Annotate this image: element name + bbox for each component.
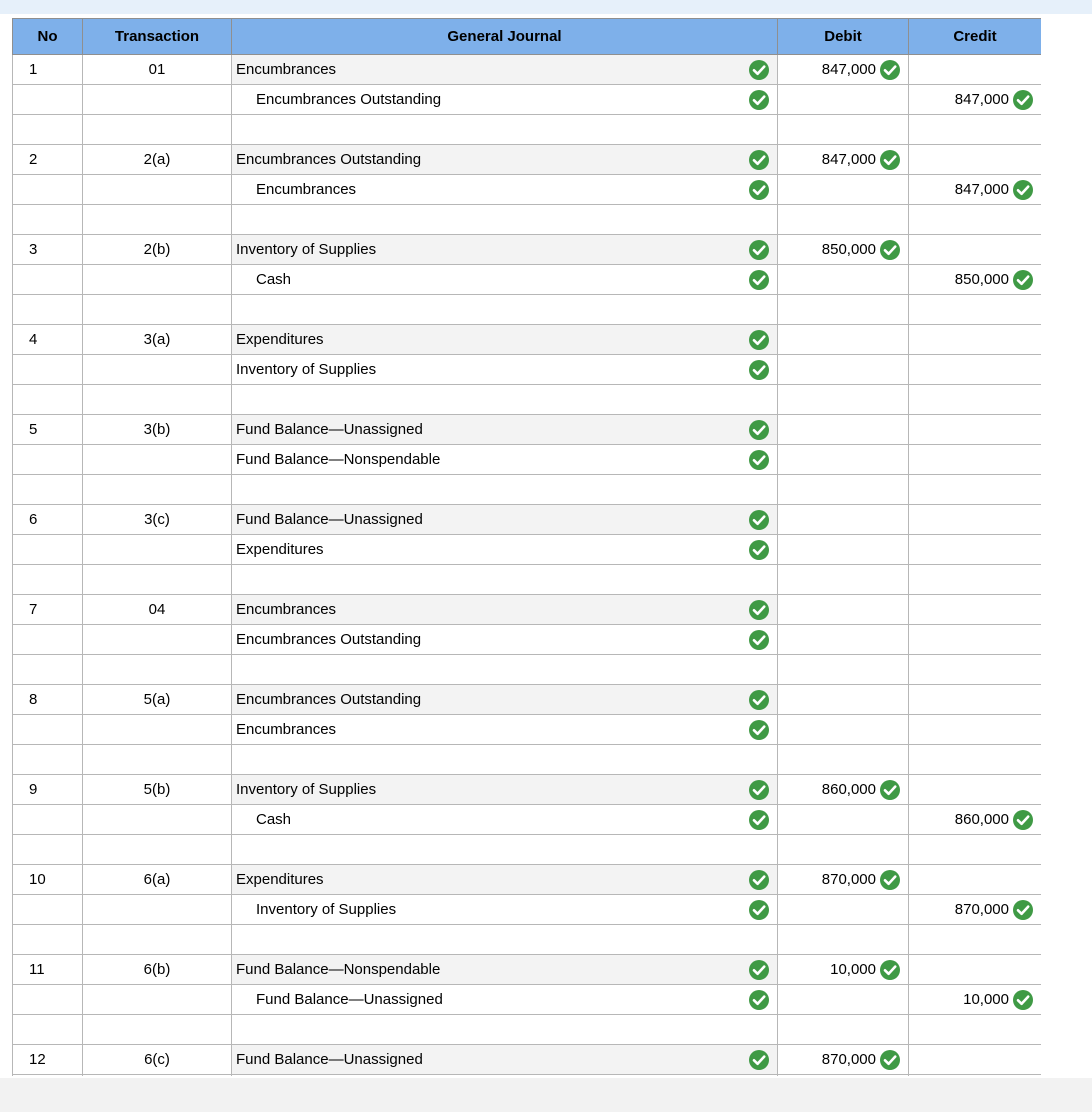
table-header-row <box>13 19 1042 55</box>
account-name: Encumbrances <box>236 61 337 78</box>
account-name: Fund Balance—Unassigned <box>236 1051 423 1068</box>
debit-input[interactable] <box>778 265 909 295</box>
entry-number: 9 <box>13 775 83 805</box>
transaction-ref <box>83 355 232 385</box>
entry-number <box>13 625 83 655</box>
entry-number: 1 <box>13 55 83 85</box>
debit-input[interactable] <box>778 445 909 475</box>
account-select[interactable] <box>232 175 778 205</box>
header-no: No <box>13 19 83 55</box>
account-name: Fund Balance—Unassigned <box>236 421 423 438</box>
blank-no <box>13 925 83 955</box>
check-circle-icon <box>879 959 901 981</box>
entry-number <box>13 355 83 385</box>
account-select[interactable] <box>232 55 778 85</box>
transaction-ref: 5(a) <box>83 685 232 715</box>
account-select[interactable] <box>232 715 778 745</box>
blank-row <box>13 925 1042 955</box>
transaction-ref: 6(b) <box>83 955 232 985</box>
credit-input[interactable] <box>909 175 1042 205</box>
header-transaction: Transaction <box>83 19 232 55</box>
entry-number: 7 <box>13 595 83 625</box>
transaction-ref: 3(c) <box>83 505 232 535</box>
entry-number: 6 <box>13 505 83 535</box>
check-circle-icon <box>879 1049 901 1071</box>
check-circle-icon <box>879 239 901 261</box>
blank-no <box>13 745 83 775</box>
entry-number <box>13 85 83 115</box>
account-name: Encumbrances Outstanding <box>256 91 442 108</box>
transaction-ref: 3(a) <box>83 325 232 355</box>
entry-number <box>13 1075 83 1077</box>
debit-input-value: 847,000 <box>821 61 876 78</box>
credit-input[interactable] <box>909 355 1042 385</box>
credit-input-value: 847,000 <box>954 91 1009 108</box>
transaction-ref <box>83 445 232 475</box>
transaction-ref <box>83 715 232 745</box>
transaction-ref <box>83 985 232 1015</box>
debit-input[interactable] <box>778 595 909 625</box>
entry-number: 3 <box>13 235 83 265</box>
account-name: Inventory of Supplies <box>236 241 377 258</box>
journal-line-row <box>13 1075 1042 1077</box>
credit-input-value: 847,000 <box>954 181 1009 198</box>
account-name: Cash <box>256 271 292 288</box>
account-select[interactable] <box>232 805 778 835</box>
blank-debit[interactable] <box>778 655 909 685</box>
transaction-ref <box>83 895 232 925</box>
account-select[interactable] <box>232 595 778 625</box>
journal-line-row <box>13 955 1042 985</box>
journal-line-row <box>13 415 1042 445</box>
debit-input-value: 847,000 <box>821 151 876 168</box>
blank-debit[interactable] <box>778 385 909 415</box>
blank-no <box>13 565 83 595</box>
blank-transaction <box>83 115 232 145</box>
debit-input[interactable] <box>778 1045 909 1075</box>
credit-input[interactable] <box>909 235 1042 265</box>
transaction-ref: 6(a) <box>83 865 232 895</box>
blank-account[interactable] <box>232 295 778 325</box>
blank-debit[interactable] <box>778 115 909 145</box>
blank-credit[interactable] <box>909 115 1042 145</box>
blank-no <box>13 115 83 145</box>
blank-credit[interactable] <box>909 835 1042 865</box>
credit-input[interactable] <box>909 865 1042 895</box>
debit-input[interactable] <box>778 625 909 655</box>
journal-line-row <box>13 685 1042 715</box>
top-banner <box>0 0 1092 14</box>
blank-row <box>13 205 1042 235</box>
check-circle-icon <box>748 179 770 201</box>
blank-row <box>13 475 1042 505</box>
header-debit: Debit <box>778 19 909 55</box>
debit-input[interactable] <box>778 535 909 565</box>
journal-table-viewport <box>12 18 1041 1076</box>
debit-input[interactable] <box>778 85 909 115</box>
blank-account[interactable] <box>232 565 778 595</box>
account-select[interactable] <box>232 85 778 115</box>
blank-transaction <box>83 655 232 685</box>
blank-account[interactable] <box>232 205 778 235</box>
credit-input[interactable] <box>909 895 1042 925</box>
debit-input-value: 870,000 <box>821 1051 876 1068</box>
blank-debit[interactable] <box>778 745 909 775</box>
account-name: Encumbrances Outstanding <box>236 631 422 648</box>
blank-credit[interactable] <box>909 475 1042 505</box>
credit-input[interactable] <box>909 625 1042 655</box>
account-name: Fund Balance—Unassigned <box>236 511 423 528</box>
blank-row <box>13 385 1042 415</box>
credit-input[interactable] <box>909 85 1042 115</box>
blank-row <box>13 1015 1042 1045</box>
debit-input[interactable] <box>778 865 909 895</box>
blank-row <box>13 565 1042 595</box>
credit-input-value: 850,000 <box>954 271 1009 288</box>
blank-no <box>13 655 83 685</box>
blank-account[interactable] <box>232 745 778 775</box>
transaction-ref <box>83 535 232 565</box>
credit-input[interactable] <box>909 955 1042 985</box>
account-select[interactable] <box>232 685 778 715</box>
check-circle-icon <box>748 59 770 81</box>
entry-number <box>13 895 83 925</box>
account-name: Encumbrances <box>236 721 337 738</box>
check-circle-icon <box>748 449 770 471</box>
blank-credit[interactable] <box>909 655 1042 685</box>
check-circle-icon <box>879 149 901 171</box>
credit-input[interactable] <box>909 1045 1042 1075</box>
check-circle-icon <box>748 509 770 531</box>
check-circle-icon <box>748 779 770 801</box>
credit-input[interactable] <box>909 445 1042 475</box>
credit-input[interactable] <box>909 535 1042 565</box>
check-circle-icon <box>748 719 770 741</box>
credit-input[interactable] <box>909 805 1042 835</box>
entry-number <box>13 805 83 835</box>
check-circle-icon <box>748 959 770 981</box>
journal-line-row <box>13 895 1042 925</box>
debit-input[interactable] <box>778 775 909 805</box>
transaction-ref <box>83 265 232 295</box>
blank-no <box>13 295 83 325</box>
credit-input[interactable] <box>909 715 1042 745</box>
credit-input[interactable] <box>909 1075 1042 1077</box>
credit-input[interactable] <box>909 685 1042 715</box>
credit-input-value: 870,000 <box>954 901 1009 918</box>
entry-number: 12 <box>13 1045 83 1075</box>
entry-number <box>13 535 83 565</box>
header-general-journal: General Journal <box>232 19 778 55</box>
debit-input[interactable] <box>778 985 909 1015</box>
entry-number: 4 <box>13 325 83 355</box>
credit-input-value: 860,000 <box>954 811 1009 828</box>
blank-transaction <box>83 475 232 505</box>
journal-line-row <box>13 535 1042 565</box>
blank-debit[interactable] <box>778 475 909 505</box>
transaction-ref: 3(b) <box>83 415 232 445</box>
blank-debit[interactable] <box>778 1015 909 1045</box>
blank-no <box>13 205 83 235</box>
journal-line-row <box>13 445 1042 475</box>
blank-account[interactable] <box>232 385 778 415</box>
journal-line-row <box>13 625 1042 655</box>
debit-input[interactable] <box>778 235 909 265</box>
check-circle-icon <box>748 329 770 351</box>
account-name: Cash <box>256 811 292 828</box>
blank-transaction <box>83 565 232 595</box>
account-select[interactable] <box>232 145 778 175</box>
debit-input[interactable] <box>778 1075 909 1077</box>
check-circle-icon <box>748 809 770 831</box>
credit-input[interactable] <box>909 325 1042 355</box>
check-circle-icon <box>748 419 770 441</box>
transaction-ref <box>83 805 232 835</box>
blank-credit[interactable] <box>909 925 1042 955</box>
blank-account[interactable] <box>232 655 778 685</box>
check-circle-icon <box>748 869 770 891</box>
account-select[interactable] <box>232 505 778 535</box>
blank-account[interactable] <box>232 925 778 955</box>
credit-input[interactable] <box>909 985 1042 1015</box>
debit-input[interactable] <box>778 685 909 715</box>
blank-account[interactable] <box>232 1015 778 1045</box>
blank-credit[interactable] <box>909 565 1042 595</box>
account-name: Inventory of Supplies <box>236 361 377 378</box>
credit-input[interactable] <box>909 415 1042 445</box>
check-circle-icon <box>748 989 770 1011</box>
debit-input-value: 870,000 <box>821 871 876 888</box>
debit-input-value: 850,000 <box>821 241 876 258</box>
transaction-ref <box>83 175 232 205</box>
journal-line-row <box>13 865 1042 895</box>
bottom-bar <box>0 1078 1092 1112</box>
transaction-ref <box>83 1075 232 1077</box>
account-name: Encumbrances <box>236 601 337 618</box>
check-circle-icon <box>748 1049 770 1071</box>
journal-line-row <box>13 55 1042 85</box>
journal-line-row <box>13 1045 1042 1075</box>
check-circle-icon <box>748 359 770 381</box>
transaction-ref: 5(b) <box>83 775 232 805</box>
blank-transaction <box>83 745 232 775</box>
credit-input[interactable] <box>909 595 1042 625</box>
blank-credit[interactable] <box>909 745 1042 775</box>
blank-transaction <box>83 1015 232 1045</box>
entry-number: 8 <box>13 685 83 715</box>
check-circle-icon <box>1012 269 1034 291</box>
general-journal-table <box>12 18 1041 1076</box>
journal-line-row <box>13 175 1042 205</box>
entry-number: 2 <box>13 145 83 175</box>
check-circle-icon <box>748 539 770 561</box>
check-circle-icon <box>748 239 770 261</box>
account-select[interactable] <box>232 775 778 805</box>
journal-line-row <box>13 805 1042 835</box>
journal-line-row <box>13 775 1042 805</box>
journal-line-row <box>13 595 1042 625</box>
account-name: Encumbrances Outstanding <box>236 691 422 708</box>
blank-transaction <box>83 295 232 325</box>
blank-debit[interactable] <box>778 565 909 595</box>
blank-debit[interactable] <box>778 835 909 865</box>
debit-input[interactable] <box>778 175 909 205</box>
blank-credit[interactable] <box>909 205 1042 235</box>
account-select[interactable] <box>232 325 778 355</box>
debit-input[interactable] <box>778 55 909 85</box>
account-name: Expenditures <box>236 871 324 888</box>
blank-transaction <box>83 835 232 865</box>
blank-debit[interactable] <box>778 925 909 955</box>
credit-input[interactable] <box>909 505 1042 535</box>
journal-line-row <box>13 145 1042 175</box>
entry-number: 5 <box>13 415 83 445</box>
account-select[interactable] <box>232 955 778 985</box>
account-select[interactable] <box>232 865 778 895</box>
transaction-ref <box>83 85 232 115</box>
check-circle-icon <box>748 599 770 621</box>
account-select[interactable] <box>232 1045 778 1075</box>
entry-number <box>13 265 83 295</box>
header-credit: Credit <box>909 19 1042 55</box>
credit-input-value: 10,000 <box>963 991 1009 1008</box>
debit-input[interactable] <box>778 145 909 175</box>
credit-input[interactable] <box>909 775 1042 805</box>
blank-account[interactable] <box>232 115 778 145</box>
account-select[interactable] <box>232 895 778 925</box>
check-circle-icon <box>748 269 770 291</box>
blank-transaction <box>83 205 232 235</box>
debit-input[interactable] <box>778 415 909 445</box>
journal-body <box>13 55 1042 1077</box>
account-select[interactable] <box>232 265 778 295</box>
journal-line-row <box>13 235 1042 265</box>
check-circle-icon <box>748 89 770 111</box>
account-select[interactable] <box>232 445 778 475</box>
transaction-ref <box>83 625 232 655</box>
blank-no <box>13 385 83 415</box>
entry-number: 11 <box>13 955 83 985</box>
check-circle-icon <box>748 629 770 651</box>
journal-line-row <box>13 985 1042 1015</box>
account-name: Inventory of Supplies <box>256 901 397 918</box>
account-select[interactable] <box>232 625 778 655</box>
account-select[interactable] <box>232 355 778 385</box>
check-circle-icon <box>748 689 770 711</box>
account-name: Expenditures <box>236 331 324 348</box>
journal-line-row <box>13 265 1042 295</box>
transaction-ref: 2(a) <box>83 145 232 175</box>
journal-line-row <box>13 355 1042 385</box>
debit-input[interactable] <box>778 325 909 355</box>
blank-debit[interactable] <box>778 205 909 235</box>
credit-input[interactable] <box>909 55 1042 85</box>
blank-row <box>13 745 1042 775</box>
blank-credit[interactable] <box>909 1015 1042 1045</box>
transaction-ref: 04 <box>83 595 232 625</box>
blank-transaction <box>83 925 232 955</box>
journal-line-row <box>13 715 1042 745</box>
check-circle-icon <box>1012 89 1034 111</box>
debit-input-value: 860,000 <box>821 781 876 798</box>
check-circle-icon <box>879 869 901 891</box>
account-name: Inventory of Supplies <box>236 781 377 798</box>
account-select[interactable] <box>232 1075 778 1077</box>
entry-number <box>13 445 83 475</box>
blank-transaction <box>83 385 232 415</box>
blank-credit[interactable] <box>909 385 1042 415</box>
check-circle-icon <box>1012 179 1034 201</box>
entry-number <box>13 715 83 745</box>
account-name: Fund Balance—Nonspendable <box>236 961 441 978</box>
debit-input[interactable] <box>778 955 909 985</box>
entry-number <box>13 175 83 205</box>
debit-input[interactable] <box>778 355 909 385</box>
journal-line-row <box>13 325 1042 355</box>
debit-input[interactable] <box>778 895 909 925</box>
blank-debit[interactable] <box>778 295 909 325</box>
check-circle-icon <box>1012 899 1034 921</box>
account-name: Fund Balance—Unassigned <box>256 991 443 1008</box>
transaction-ref: 01 <box>83 55 232 85</box>
check-circle-icon <box>748 149 770 171</box>
check-circle-icon <box>1012 989 1034 1011</box>
debit-input[interactable] <box>778 805 909 835</box>
blank-row <box>13 655 1042 685</box>
account-name: Encumbrances <box>256 181 357 198</box>
credit-input[interactable] <box>909 265 1042 295</box>
account-select[interactable] <box>232 985 778 1015</box>
blank-row <box>13 835 1042 865</box>
account-select[interactable] <box>232 535 778 565</box>
blank-account[interactable] <box>232 835 778 865</box>
blank-account[interactable] <box>232 475 778 505</box>
journal-line-row <box>13 85 1042 115</box>
account-select[interactable] <box>232 235 778 265</box>
check-circle-icon <box>879 59 901 81</box>
debit-input-value: 10,000 <box>830 961 876 978</box>
account-select[interactable] <box>232 415 778 445</box>
blank-no <box>13 835 83 865</box>
journal-line-row <box>13 505 1042 535</box>
check-circle-icon <box>1012 809 1034 831</box>
blank-row <box>13 115 1042 145</box>
transaction-ref: 2(b) <box>83 235 232 265</box>
blank-no <box>13 475 83 505</box>
account-name: Encumbrances Outstanding <box>236 151 422 168</box>
transaction-ref: 6(c) <box>83 1045 232 1075</box>
account-name: Fund Balance—Nonspendable <box>236 451 441 468</box>
blank-no <box>13 1015 83 1045</box>
debit-input[interactable] <box>778 505 909 535</box>
account-name: Expenditures <box>236 541 324 558</box>
check-circle-icon <box>748 899 770 921</box>
blank-row <box>13 295 1042 325</box>
blank-credit[interactable] <box>909 295 1042 325</box>
debit-input[interactable] <box>778 715 909 745</box>
check-circle-icon <box>879 779 901 801</box>
credit-input[interactable] <box>909 145 1042 175</box>
entry-number <box>13 985 83 1015</box>
entry-number: 10 <box>13 865 83 895</box>
